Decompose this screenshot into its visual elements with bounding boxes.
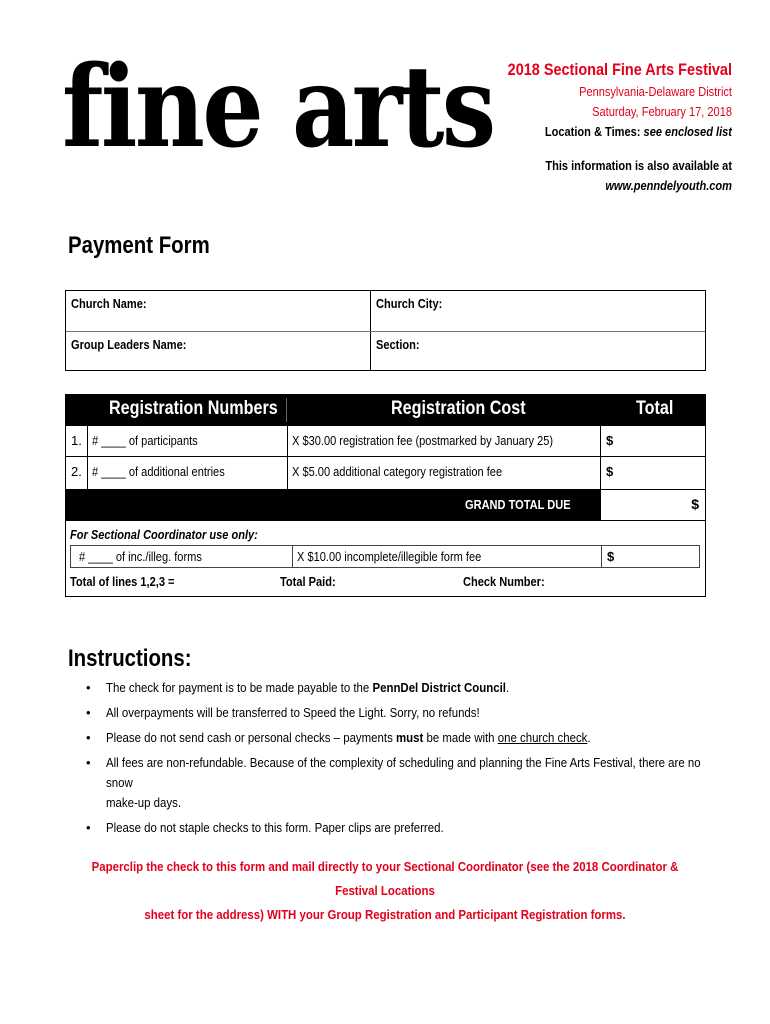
fine-arts-logo: fine arts bbox=[62, 42, 494, 173]
registration-row bbox=[65, 457, 706, 490]
footer-line-1: Paperclip the check to this form and mail directly to your Sectional Coordinator (see the 2018 Coordinator & Festival Locations bbox=[91, 859, 679, 898]
header-registration-numbers: Registration Numbers bbox=[109, 398, 278, 419]
list-item: • Please do not staple checks to this form. Paper clips are preferred. bbox=[86, 818, 726, 838]
row-number: 2. bbox=[71, 464, 82, 479]
incomplete-total-field[interactable]: $ bbox=[607, 549, 615, 564]
grand-total-row bbox=[65, 490, 706, 521]
church-name-field[interactable]: Church Name: bbox=[71, 296, 147, 311]
grand-total-field[interactable]: $ bbox=[691, 496, 699, 512]
list-item: • All overpayments will be transferred to Speed the Light. Sorry, no refunds! bbox=[86, 703, 726, 723]
participants-total-field[interactable]: $ bbox=[606, 433, 614, 448]
total-paid-field[interactable]: Total Paid: bbox=[280, 574, 336, 589]
header-total: Total bbox=[636, 398, 674, 419]
list-item: • The check for payment is to be made payable to the PennDel District Council. bbox=[86, 678, 726, 698]
row-number: 1. bbox=[71, 433, 82, 448]
bullet-icon: • bbox=[86, 680, 91, 695]
registration-fee-text: X $30.00 registration fee (postmarked by January 25) bbox=[292, 433, 554, 448]
lines-total-field[interactable]: Total of lines 1,2,3 = bbox=[70, 574, 175, 589]
list-item: • All fees are non-refundable. Because of the complexity of scheduling and planning the Fine Arts Festival, there are no snow make-up days. bbox=[86, 755, 701, 810]
forms-count-field[interactable]: # ____ of inc./illeg. forms bbox=[79, 549, 202, 564]
section-field[interactable]: Section: bbox=[376, 337, 420, 352]
footer-line-2: sheet for the address) WITH your Group Registration and Participant Registration forms. bbox=[144, 907, 626, 922]
list-item: • Please do not send cash or personal checks – payments must be made with one church check. bbox=[86, 728, 726, 748]
church-city-field[interactable]: Church City: bbox=[376, 296, 443, 311]
bullet-icon: • bbox=[86, 820, 91, 835]
category-fee-text: X $5.00 additional category registration fee bbox=[292, 464, 503, 479]
bullet-icon: • bbox=[86, 730, 91, 745]
festival-availability: This information is also available at bbox=[545, 158, 732, 173]
location-value: see enclosed list bbox=[643, 124, 732, 139]
festival-date: Saturday, February 17, 2018 bbox=[592, 104, 732, 119]
location-label: Location & Times: bbox=[544, 124, 641, 139]
festival-title: 2018 Sectional Fine Arts Festival bbox=[507, 60, 732, 79]
instructions-heading: Instructions: bbox=[68, 645, 192, 672]
grand-total-label: GRAND TOTAL DUE bbox=[464, 497, 571, 512]
header-registration-cost: Registration Cost bbox=[391, 398, 526, 419]
incomplete-fee-text: X $10.00 incomplete/illegible form fee bbox=[297, 549, 482, 564]
mailing-instructions bbox=[40, 855, 730, 927]
bullet-icon: • bbox=[86, 705, 91, 720]
group-leaders-field[interactable]: Group Leaders Name: bbox=[71, 337, 187, 352]
church-info-box bbox=[65, 290, 706, 371]
festival-location bbox=[477, 122, 732, 142]
coordinator-note: For Sectional Coordinator use only: bbox=[70, 527, 258, 542]
page-title: Payment Form bbox=[68, 232, 210, 259]
entries-count-field[interactable]: # ____ of additional entries bbox=[92, 464, 225, 479]
check-number-field[interactable]: Check Number: bbox=[463, 574, 545, 589]
registration-header bbox=[65, 394, 706, 426]
coordinator-section bbox=[65, 521, 706, 597]
festival-district: Pennsylvania-Delaware District bbox=[579, 84, 732, 99]
festival-info bbox=[432, 58, 732, 196]
coordinator-fee-row bbox=[70, 545, 700, 568]
entries-total-field[interactable]: $ bbox=[606, 464, 614, 479]
festival-website[interactable] bbox=[477, 176, 732, 196]
participants-count-field[interactable]: # ____ of participants bbox=[92, 433, 198, 448]
bullet-icon: • bbox=[86, 755, 91, 770]
registration-row bbox=[65, 426, 706, 457]
instructions-list bbox=[86, 678, 726, 843]
website-link[interactable]: www.penndelyouth.com bbox=[605, 178, 732, 193]
